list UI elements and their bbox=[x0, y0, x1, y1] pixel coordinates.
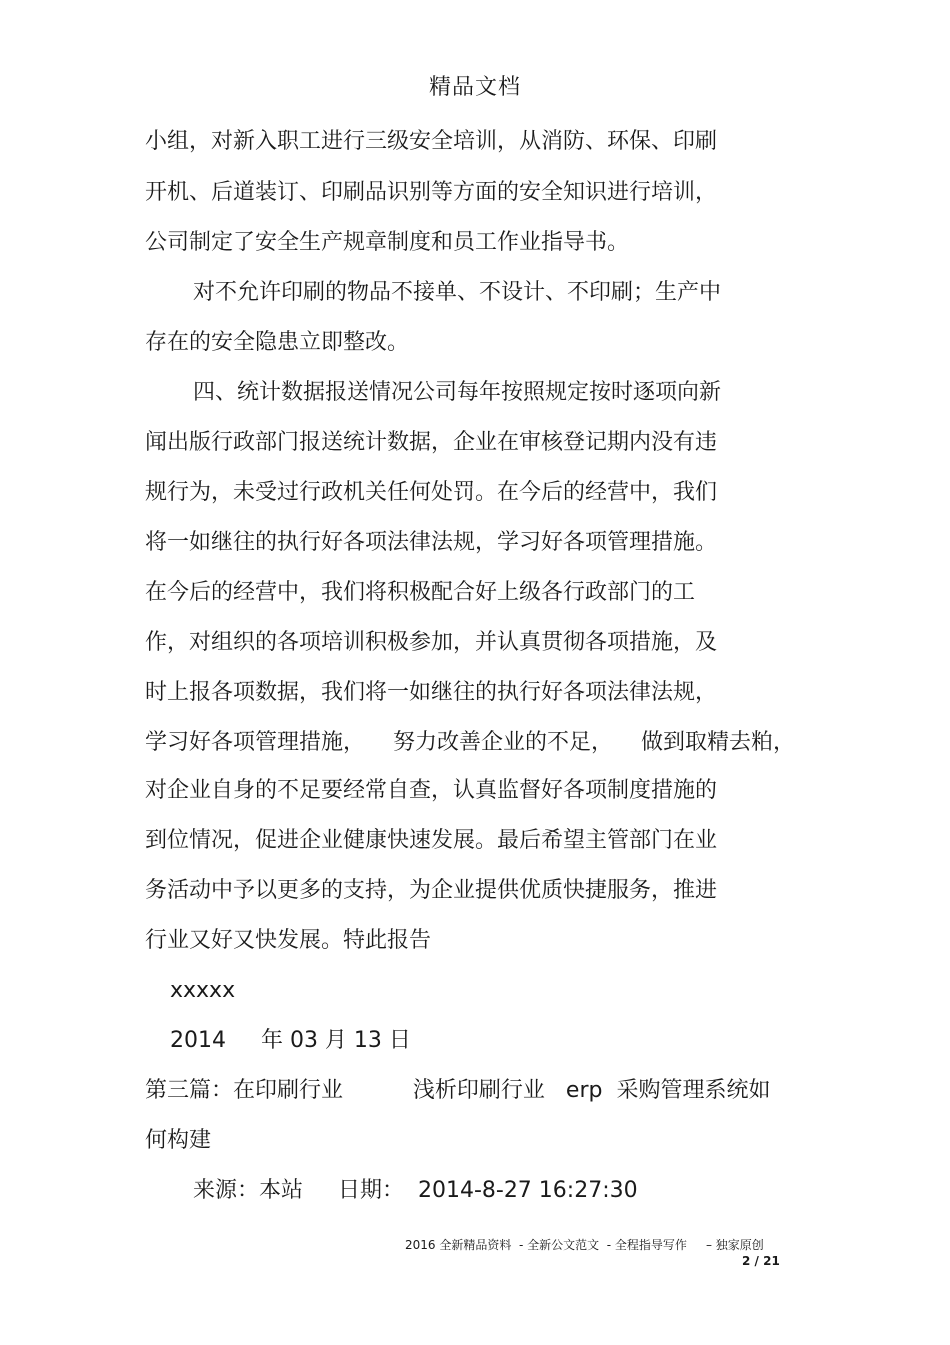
body-line: 开机、后道装订、印刷品识别等方面的安全知识进行培训， bbox=[145, 180, 718, 205]
page-header: 精品文档 bbox=[428, 75, 521, 100]
page-number: 2 / 21 bbox=[742, 1254, 780, 1268]
body-line: 务活动中予以更多的支持，为企业提供优质快捷服务，推进 bbox=[145, 878, 718, 903]
body-line: 学习好各项管理措施， 努力改善企业的不足， 做到取精去粕， bbox=[145, 730, 795, 755]
body-line: 行业又好又快发展。特此报告 bbox=[145, 928, 432, 953]
body-line: 四、统计数据报送情况公司每年按照规定按时逐项向新 bbox=[193, 380, 722, 405]
body-line: 时上报各项数据，我们将一如继往的执行好各项法律法规， bbox=[145, 680, 718, 705]
section-title: 第三篇：在印刷行业 浅析印刷行业 erp 采购管理系统如 bbox=[145, 1078, 771, 1103]
body-line: 对企业自身的不足要经常自查，认真监督好各项制度措施的 bbox=[145, 778, 718, 803]
body-line: 到位情况，促进企业健康快速发展。最后希望主管部门在业 bbox=[145, 828, 718, 853]
body-line: 存在的安全隐患立即整改。 bbox=[145, 330, 410, 355]
body-line: 规行为，未受过行政机关任何处罚。在今后的经营中，我们 bbox=[145, 480, 718, 505]
body-line: 小组，对新入职工进行三级安全培训，从消防、环保、印刷 bbox=[145, 129, 718, 154]
signature-name: xxxxx bbox=[170, 978, 236, 1003]
body-line: 公司制定了安全生产规章制度和员工作业指导书。 bbox=[145, 230, 630, 255]
section-title: 何构建 bbox=[145, 1128, 212, 1153]
body-line: 作，对组织的各项培训积极参加，并认真贯彻各项措施，及 bbox=[145, 630, 718, 655]
signature-date: 2014 年 03 月 13 日 bbox=[170, 1028, 411, 1053]
page-footer: 2016 全新精品资料 - 全新公文范文 - 全程指导写作 – 独家原创 bbox=[405, 1238, 764, 1252]
body-line: 在今后的经营中，我们将积极配合好上级各行政部门的工 bbox=[145, 580, 696, 605]
body-line: 对不允许印刷的物品不接单、不设计、不印刷；生产中 bbox=[193, 280, 722, 305]
body-line: 将一如继往的执行好各项法律法规，学习好各项管理措施。 bbox=[145, 530, 718, 555]
body-line: 闻出版行政部门报送统计数据，企业在审核登记期内没有违 bbox=[145, 430, 718, 455]
source-date-line: 来源：本站 日期： 2014-8-27 16:27:30 bbox=[193, 1178, 638, 1203]
